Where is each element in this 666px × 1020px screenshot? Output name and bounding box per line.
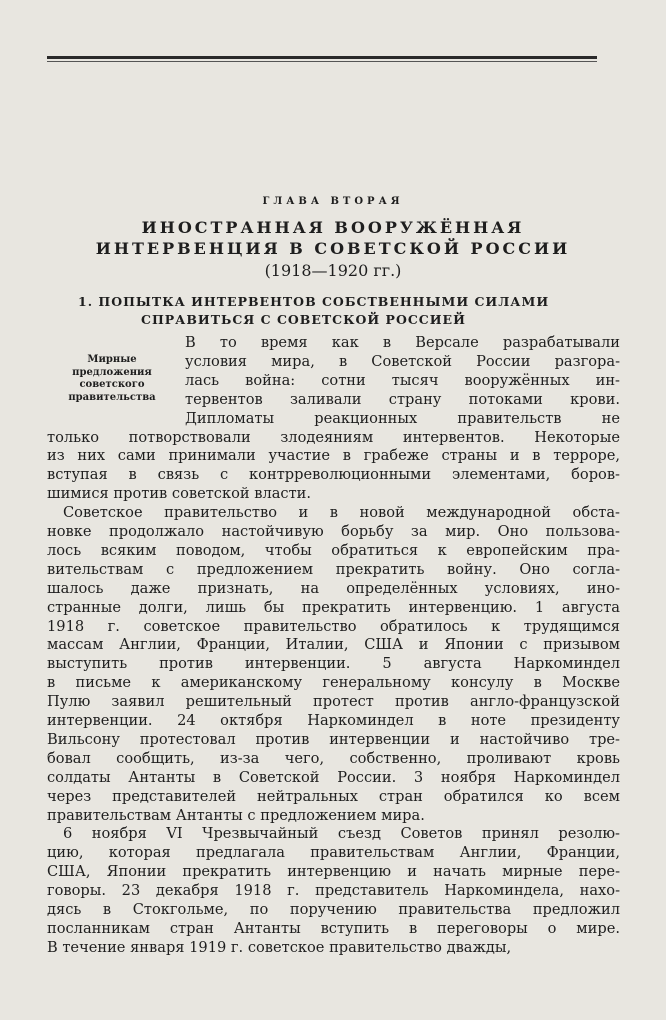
chapter-title-line-1: ИНОСТРАННАЯ ВООРУЖЁННАЯ — [141, 218, 525, 237]
chapter-years: (1918—1920 гг.) — [264, 261, 402, 280]
margin-note-line: предложения — [72, 366, 152, 378]
text-line: тервентов заливали страну потоками крови. — [185, 390, 620, 408]
text-line: Вильсону протестовал против интервенции и настойчиво тре- — [47, 730, 620, 748]
text-line: вительствам с предложением прекратить войну. Оно согла- — [47, 560, 620, 578]
text-line: новке продолжало настойчивую борьбу за мир. Оно пользова- — [47, 523, 620, 540]
text-line: 6 ноября VI Чрезвычайный съезд Советов принял резолю- — [63, 825, 620, 843]
margin-note-line: правительства — [68, 391, 156, 403]
margin-note-line: Мирные — [87, 354, 137, 365]
text-line: выступить против интервенции. 5 августа Наркоминдел — [47, 655, 620, 673]
text-line: в письме к американскому генеральному консулу в Москве — [47, 674, 620, 692]
text-line: лась война: сотни тысяч вооружённых ин- — [185, 371, 620, 389]
chapter-title-line-2: ИНТЕРВЕНЦИЯ В СОВЕТСКОЙ РОССИИ — [95, 239, 571, 258]
margin-note — [62, 354, 162, 404]
text-line: цию, которая предлагала правительствам Англии, Франции, — [47, 844, 620, 862]
section-title-line-2: СПРАВИТЬСЯ С СОВЕТСКОЙ РОССИЕЙ — [141, 312, 466, 327]
text-line: лось всяким поводом, чтобы обратиться к европейским пра- — [47, 541, 620, 559]
text-line: В течение января 1919 г. советское правительство дважды, — [47, 938, 512, 956]
text-line: из них сами принимали участие в грабеже страны и в терроре, — [47, 447, 620, 465]
text-line: солдаты Антанты в Советской России. 3 ноября Наркоминдел — [47, 768, 620, 786]
top-rule — [47, 56, 597, 59]
text-line: интервенции. 24 октября Наркоминдел в ноте президенту — [47, 712, 620, 729]
text-line: Советское правительство и в новой международной обста- — [63, 504, 620, 522]
text-line: посланникам стран Антанты вступить в переговоры о мире. — [47, 919, 620, 937]
text-line: странные долги, лишь бы прекратить интервенцию. 1 августа — [47, 598, 620, 616]
chapter-label: ГЛАВА ВТОРАЯ — [262, 196, 404, 207]
text-line: только потворствовали злодеяниям интервентов. Некоторые — [47, 428, 620, 446]
text-line: вступая в связь с контрреволюционными элементами, боров- — [47, 466, 620, 484]
text-line: условия мира, в Советской России разгора- — [185, 352, 620, 370]
text-line: массам Англии, Франции, Италии, США и Японии с призывом — [47, 636, 620, 654]
text-line: Пулю заявил решительный протест против англо-французской — [47, 693, 620, 711]
text-line: говоры. 23 декабря 1918 г. представитель Наркоминдела, нахо- — [47, 882, 620, 900]
section-title-line-1: 1. ПОПЫТКА ИНТЕРВЕНТОВ СОБСТВЕННЫМИ СИЛАМИ — [78, 294, 550, 309]
text-line: дясь в Стокгольме, по поручению правительства предложил — [47, 901, 620, 918]
margin-note-line: советского — [79, 379, 145, 390]
text-line: через представителей нейтральных стран обратился ко всем — [47, 787, 620, 805]
text-line: шалось даже признать, на определённых условиях, ино- — [47, 579, 620, 597]
text-line: бовал сообщить, из-за чего, собственно, проливают кровь — [47, 749, 620, 767]
text-line: В то время как в Версале разрабатывали — [185, 334, 620, 351]
text-line: правительствам Антанты с предложением мира. — [47, 806, 425, 824]
text-line: 1918 г. советское правительство обратилось к трудящимся — [47, 617, 620, 635]
top-rule-thin — [47, 61, 597, 62]
text-line: США, Японии прекратить интервенцию и начать мирные пере- — [47, 863, 620, 881]
text-line: Дипломаты реакционных правительств не — [185, 409, 620, 427]
text-line: шимися против советской власти. — [47, 485, 312, 503]
